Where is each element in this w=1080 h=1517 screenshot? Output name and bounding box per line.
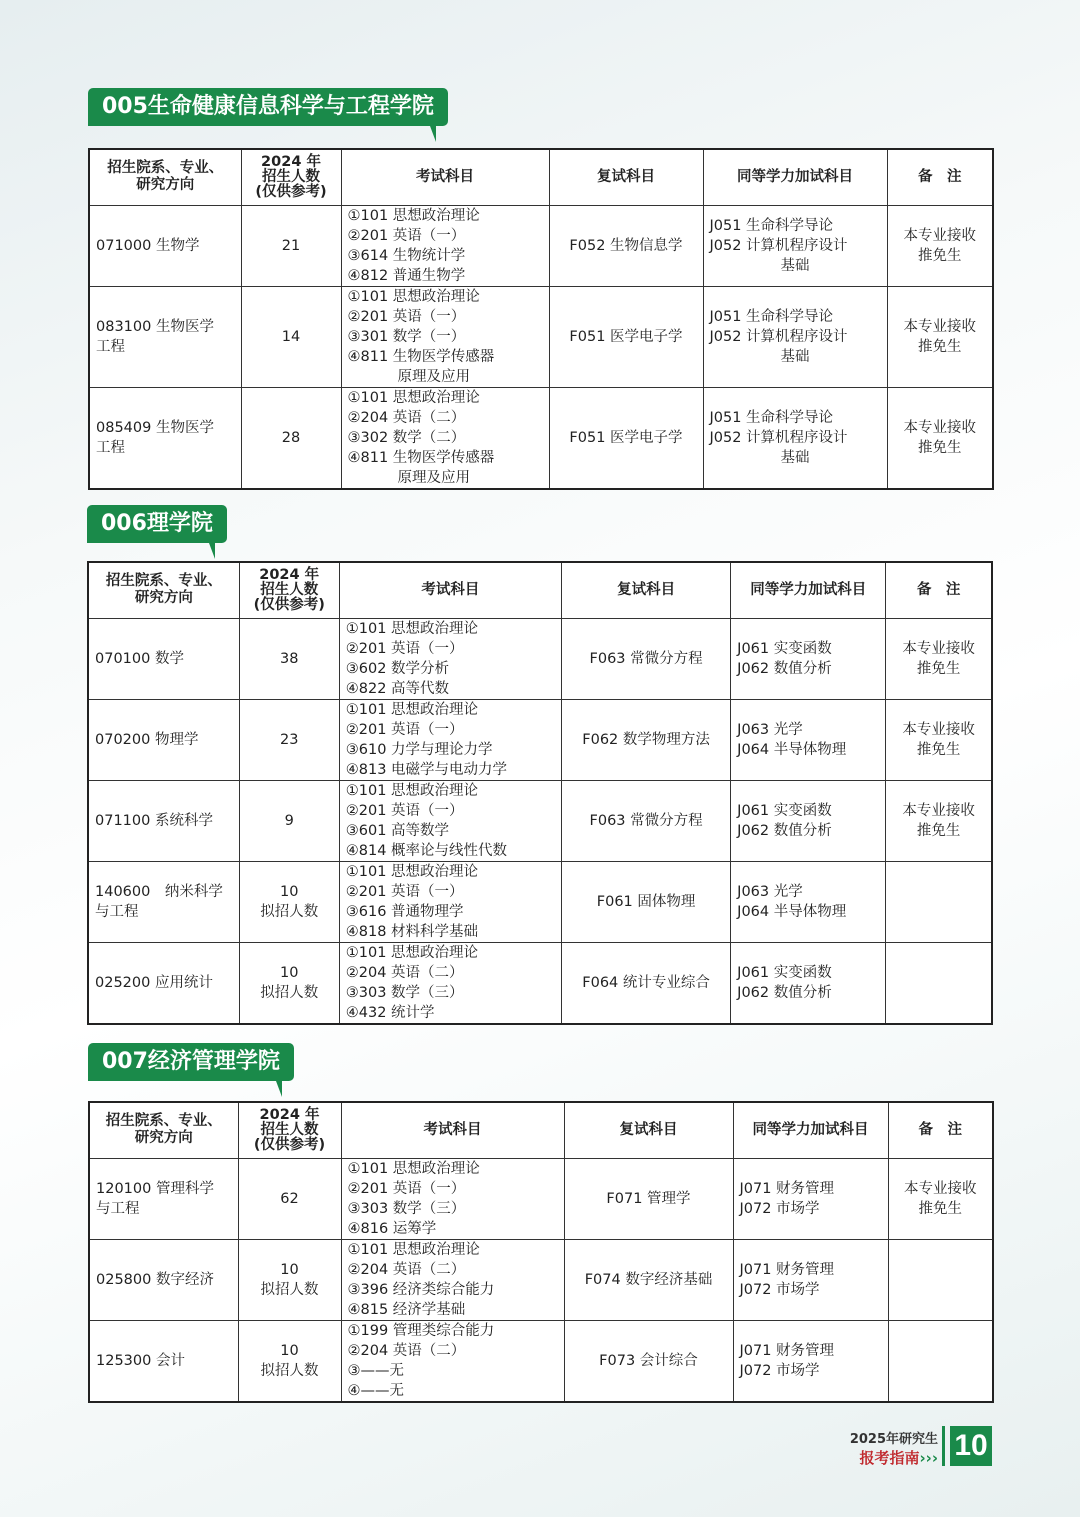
quota-cell: [238, 1239, 341, 1320]
text-line: 10: [280, 1261, 299, 1278]
chevrons-icon: ›››: [919, 1449, 938, 1467]
text-line: 071100 系统科学: [95, 812, 213, 829]
exam-cell: [339, 780, 561, 861]
exam-subject: ②201 英语（一）: [345, 802, 464, 819]
table-row: [88, 780, 992, 861]
extra-subject: J064 半导体物理: [737, 903, 847, 920]
admission-table: [88, 1101, 994, 1403]
exam-subject: ④811 生物医学传感器: [347, 348, 495, 365]
header-row: [89, 149, 993, 205]
note-cell: [886, 942, 992, 1024]
quota-cell: [239, 942, 339, 1024]
exam-subject: ②204 英语（二）: [347, 409, 466, 426]
text-line: 28: [281, 429, 301, 446]
exam-subject: ①199 管理类综合能力: [347, 1322, 495, 1339]
header-retest: 复试科目: [562, 562, 731, 618]
extra-subject: J063 光学: [737, 883, 803, 900]
text-line: 推免生: [916, 660, 961, 677]
text-line: 本专业接收: [902, 721, 975, 738]
note-cell: [886, 780, 992, 861]
header-quota: [238, 1102, 341, 1158]
text-line: 2024 年: [259, 1106, 320, 1123]
exam-subject: ③303 数学（三）: [345, 984, 464, 1001]
header-note: 备 注: [887, 149, 993, 205]
text-line: 研究方向: [136, 177, 195, 194]
exam-cell: [341, 205, 549, 286]
exam-subject: ③602 数学分析: [345, 660, 450, 677]
major-cell: [89, 1239, 238, 1320]
exam-subject: ③616 普通物理学: [345, 903, 464, 920]
exam-subject: ④814 概率论与线性代数: [345, 842, 508, 859]
header-extra: 同等学力加试科目: [703, 149, 887, 205]
section-title: 007经济管理学院: [88, 1043, 294, 1081]
header-row: [88, 562, 992, 618]
retest-cell: F074 数字经济基础: [564, 1239, 733, 1320]
exam-subject: ④——无: [347, 1382, 404, 1399]
text-line: 10: [279, 964, 299, 981]
text-line: 招生院系、专业、: [105, 1113, 222, 1130]
text-line: 071000 生物学: [96, 237, 200, 254]
exam-cell: [339, 942, 561, 1024]
extra-subject: J063 光学: [737, 721, 803, 738]
header-extra: 同等学力加试科目: [731, 562, 886, 618]
exam-subject: ①101 思想政治理论: [347, 389, 480, 406]
header-major: [88, 562, 239, 618]
extra-cell: [731, 861, 886, 942]
exam-subject: ③302 数学（二）: [347, 429, 466, 446]
note-cell: [886, 699, 992, 780]
exam-subject: ③301 数学（一）: [347, 328, 466, 345]
exam-cell: [341, 1158, 564, 1239]
text-line: 本专业接收: [903, 227, 976, 244]
exam-subject: ①101 思想政治理论: [345, 620, 479, 637]
text-line: 与工程: [95, 903, 139, 920]
text-line: 与工程: [96, 1200, 140, 1217]
exam-cell: [341, 387, 549, 489]
quota-cell: [241, 387, 341, 489]
exam-subject: ②201 英语（一）: [345, 640, 464, 657]
exam-cell: [341, 1239, 564, 1320]
table-row: [89, 205, 993, 286]
exam-subject: ④818 材料科学基础: [345, 923, 479, 940]
table-row: [89, 387, 993, 489]
extra-cell: [731, 780, 886, 861]
text-line: 21: [281, 237, 301, 254]
exam-subject: ③——无: [347, 1362, 404, 1379]
section-title: 006理学院: [87, 505, 227, 543]
quota-cell: [238, 1158, 341, 1239]
exam-subject: ②201 英语（一）: [345, 883, 464, 900]
exam-subject: ④811 生物医学传感器: [347, 449, 495, 466]
header-note: 备 注: [886, 562, 992, 618]
text-line: 10: [280, 1342, 299, 1359]
admission-table: [87, 561, 993, 1025]
quota-cell: [239, 861, 339, 942]
text-line: 025800 数字经济: [96, 1271, 214, 1288]
major-cell: [89, 1158, 238, 1239]
text-line: 2024 年: [259, 566, 320, 583]
major-cell: [89, 1320, 238, 1402]
table-row: [89, 1158, 993, 1239]
extra-cell: [731, 942, 886, 1024]
exam-subject: ①101 思想政治理论: [347, 1241, 480, 1258]
extra-cell: [733, 1320, 888, 1402]
retest-cell: F064 统计专业综合: [562, 942, 731, 1024]
table-row: [89, 1239, 993, 1320]
retest-cell: F073 会计综合: [564, 1320, 733, 1402]
text-line: 本专业接收: [902, 802, 975, 819]
exam-subject: ④432 统计学: [345, 1004, 435, 1021]
exam-subject: ③601 高等数学: [345, 822, 450, 839]
major-cell: [89, 205, 241, 286]
text-line: 083100 生物医学: [96, 318, 214, 335]
page-number: 10: [950, 1426, 992, 1466]
text-line: 9: [284, 812, 294, 829]
header-exam: 考试科目: [341, 1102, 564, 1158]
exam-subject: ①101 思想政治理论: [347, 288, 480, 305]
extra-subject: J062 数值分析: [737, 822, 832, 839]
exam-subject: ①101 思想政治理论: [345, 782, 479, 799]
text-line: 本专业接收: [904, 1180, 977, 1197]
footer-brand: [850, 1428, 938, 1468]
extra-subject: J052 计算机程序设计: [709, 429, 848, 446]
text-line: 14: [281, 328, 301, 345]
exam-subject: ②201 英语（一）: [347, 227, 466, 244]
header-retest: 复试科目: [564, 1102, 733, 1158]
retest-cell: F052 生物信息学: [549, 205, 703, 286]
exam-subject: ②201 英语（一）: [347, 1180, 466, 1197]
text-line: 085409 生物医学: [96, 419, 214, 436]
major-cell: [88, 942, 239, 1024]
text-line: 推免生: [918, 247, 962, 264]
text-line: 本专业接收: [903, 318, 976, 335]
extra-cell: [733, 1239, 888, 1320]
header-quota: [241, 149, 341, 205]
header-major: [89, 1102, 238, 1158]
footer-year-label: 2025年研究生: [849, 1432, 938, 1447]
retest-cell: F062 数学物理方法: [562, 699, 731, 780]
exam-subject: ③610 力学与理论力学: [345, 741, 493, 758]
text-line: 125300 会计: [96, 1352, 185, 1369]
quota-cell: [241, 205, 341, 286]
quota-cell: [241, 286, 341, 387]
extra-subject: 基础: [780, 257, 810, 274]
exam-subject: ③303 数学（三）: [347, 1200, 466, 1217]
text-line: 10: [279, 883, 299, 900]
retest-cell: F063 常微分方程: [562, 618, 731, 699]
text-line: 025200 应用统计: [95, 974, 213, 991]
header-quota: [239, 562, 339, 618]
text-line: 推免生: [918, 439, 962, 456]
quota-cell: [239, 618, 339, 699]
text-line: 推免生: [918, 338, 962, 355]
note-cell: [886, 861, 992, 942]
extra-subject: J061 实变函数: [737, 640, 832, 657]
text-line: 招生院系、专业、: [105, 573, 222, 590]
header-retest: 复试科目: [549, 149, 703, 205]
text-line: 招生人数: [260, 1121, 319, 1138]
header-major: [89, 149, 241, 205]
text-line: 招生人数: [262, 168, 320, 185]
exam-subject: 原理及应用: [397, 368, 470, 385]
section-title: 005生命健康信息科学与工程学院: [88, 88, 448, 126]
exam-subject: ②201 英语（一）: [345, 721, 464, 738]
quota-cell: [239, 780, 339, 861]
footer-guide-text: 报考指南: [859, 1449, 920, 1467]
text-line: 120100 管理科学: [96, 1180, 214, 1197]
header-exam: 考试科目: [339, 562, 561, 618]
exam-cell: [341, 1320, 564, 1402]
text-line: 工程: [96, 338, 125, 355]
exam-subject: ④816 运筹学: [347, 1220, 437, 1237]
text-line: 拟招人数: [260, 1362, 319, 1379]
retest-cell: F071 管理学: [564, 1158, 733, 1239]
extra-cell: [733, 1158, 888, 1239]
exam-subject: ③396 经济类综合能力: [347, 1281, 495, 1298]
extra-subject: J072 市场学: [739, 1362, 820, 1379]
extra-subject: J062 数值分析: [737, 984, 832, 1001]
extra-subject: 基础: [780, 348, 810, 365]
major-cell: [89, 387, 241, 489]
text-line: 研究方向: [134, 590, 193, 607]
extra-subject: J061 实变函数: [737, 964, 832, 981]
extra-cell: [731, 618, 886, 699]
retest-cell: F063 常微分方程: [562, 780, 731, 861]
table-row: [88, 699, 992, 780]
extra-subject: J061 实变函数: [737, 802, 832, 819]
table-row: [89, 1320, 993, 1402]
text-line: 本专业接收: [902, 640, 975, 657]
extra-subject: J051 生命科学导论: [709, 217, 834, 234]
exam-cell: [341, 286, 549, 387]
extra-cell: [703, 205, 887, 286]
extra-subject: J071 财务管理: [739, 1180, 835, 1197]
footer-guide-label: [850, 1447, 938, 1468]
text-line: 拟招人数: [260, 1281, 319, 1298]
exam-subject: ④813 电磁学与电动力学: [345, 761, 508, 778]
extra-subject: J071 财务管理: [739, 1261, 835, 1278]
table-row: [88, 618, 992, 699]
note-cell: [888, 1158, 993, 1239]
exam-subject: ②201 英语（一）: [347, 308, 466, 325]
header-note: 备 注: [888, 1102, 993, 1158]
exam-subject: ①101 思想政治理论: [347, 207, 480, 224]
exam-subject: ②204 英语（二）: [347, 1342, 466, 1359]
extra-subject: 基础: [780, 449, 810, 466]
exam-cell: [339, 861, 561, 942]
major-cell: [88, 780, 239, 861]
text-line: (仅供参考): [253, 1136, 326, 1153]
text-line: 研究方向: [134, 1130, 193, 1147]
quota-cell: [238, 1320, 341, 1402]
exam-subject: ②204 英语（二）: [347, 1261, 466, 1278]
extra-cell: [731, 699, 886, 780]
text-line: 070200 物理学: [95, 731, 199, 748]
exam-subject: ④815 经济学基础: [347, 1301, 466, 1318]
extra-subject: J062 数值分析: [737, 660, 832, 677]
note-cell: [888, 1239, 993, 1320]
extra-subject: J071 财务管理: [739, 1342, 835, 1359]
text-line: 38: [279, 650, 299, 667]
table-row: [89, 286, 993, 387]
extra-subject: J051 生命科学导论: [709, 409, 834, 426]
retest-cell: F051 医学电子学: [549, 387, 703, 489]
text-line: 工程: [96, 439, 125, 456]
major-cell: [89, 286, 241, 387]
text-line: 拟招人数: [260, 984, 319, 1001]
table-row: [88, 861, 992, 942]
header-row: [89, 1102, 993, 1158]
exam-subject: ①101 思想政治理论: [345, 944, 479, 961]
exam-subject: ④822 高等代数: [345, 680, 450, 697]
text-line: 62: [280, 1190, 299, 1207]
retest-cell: F051 医学电子学: [549, 286, 703, 387]
text-line: 2024 年: [261, 153, 321, 170]
exam-subject: ①101 思想政治理论: [347, 1160, 480, 1177]
extra-subject: J051 生命科学导论: [709, 308, 834, 325]
extra-subject: J072 市场学: [739, 1281, 820, 1298]
extra-subject: J052 计算机程序设计: [709, 237, 848, 254]
exam-subject: ②204 英语（二）: [345, 964, 464, 981]
header-extra: 同等学力加试科目: [733, 1102, 888, 1158]
note-cell: [886, 618, 992, 699]
footer-divider: [942, 1426, 945, 1466]
text-line: 推免生: [918, 1200, 962, 1217]
note-cell: [887, 286, 993, 387]
text-line: 23: [279, 731, 299, 748]
header-exam: 考试科目: [341, 149, 549, 205]
extra-cell: [703, 387, 887, 489]
note-cell: [887, 387, 993, 489]
exam-subject: ①101 思想政治理论: [345, 701, 479, 718]
exam-subject: 原理及应用: [397, 469, 470, 486]
extra-subject: J052 计算机程序设计: [709, 328, 848, 345]
major-cell: [88, 861, 239, 942]
quota-cell: [239, 699, 339, 780]
admission-table: [88, 148, 994, 490]
extra-subject: J072 市场学: [739, 1200, 820, 1217]
extra-cell: [703, 286, 887, 387]
text-line: 招生院系、专业、: [107, 160, 224, 177]
exam-cell: [339, 699, 561, 780]
table-row: [88, 942, 992, 1024]
major-cell: [88, 699, 239, 780]
text-line: 推免生: [916, 822, 961, 839]
major-cell: [88, 618, 239, 699]
text-line: 招生人数: [260, 581, 319, 598]
retest-cell: F061 固体物理: [562, 861, 731, 942]
text-line: 推免生: [916, 741, 961, 758]
text-line: (仅供参考): [255, 183, 327, 200]
exam-subject: ④812 普通生物学: [347, 267, 466, 284]
text-line: (仅供参考): [253, 596, 325, 613]
exam-subject: ③614 生物统计学: [347, 247, 466, 264]
exam-subject: ①101 思想政治理论: [345, 863, 479, 880]
text-line: 本专业接收: [903, 419, 976, 436]
note-cell: [887, 205, 993, 286]
text-line: 140600 纳米科学: [95, 883, 223, 900]
exam-cell: [339, 618, 561, 699]
note-cell: [888, 1320, 993, 1402]
text-line: 拟招人数: [260, 903, 319, 920]
text-line: 070100 数学: [95, 650, 184, 667]
extra-subject: J064 半导体物理: [737, 741, 847, 758]
